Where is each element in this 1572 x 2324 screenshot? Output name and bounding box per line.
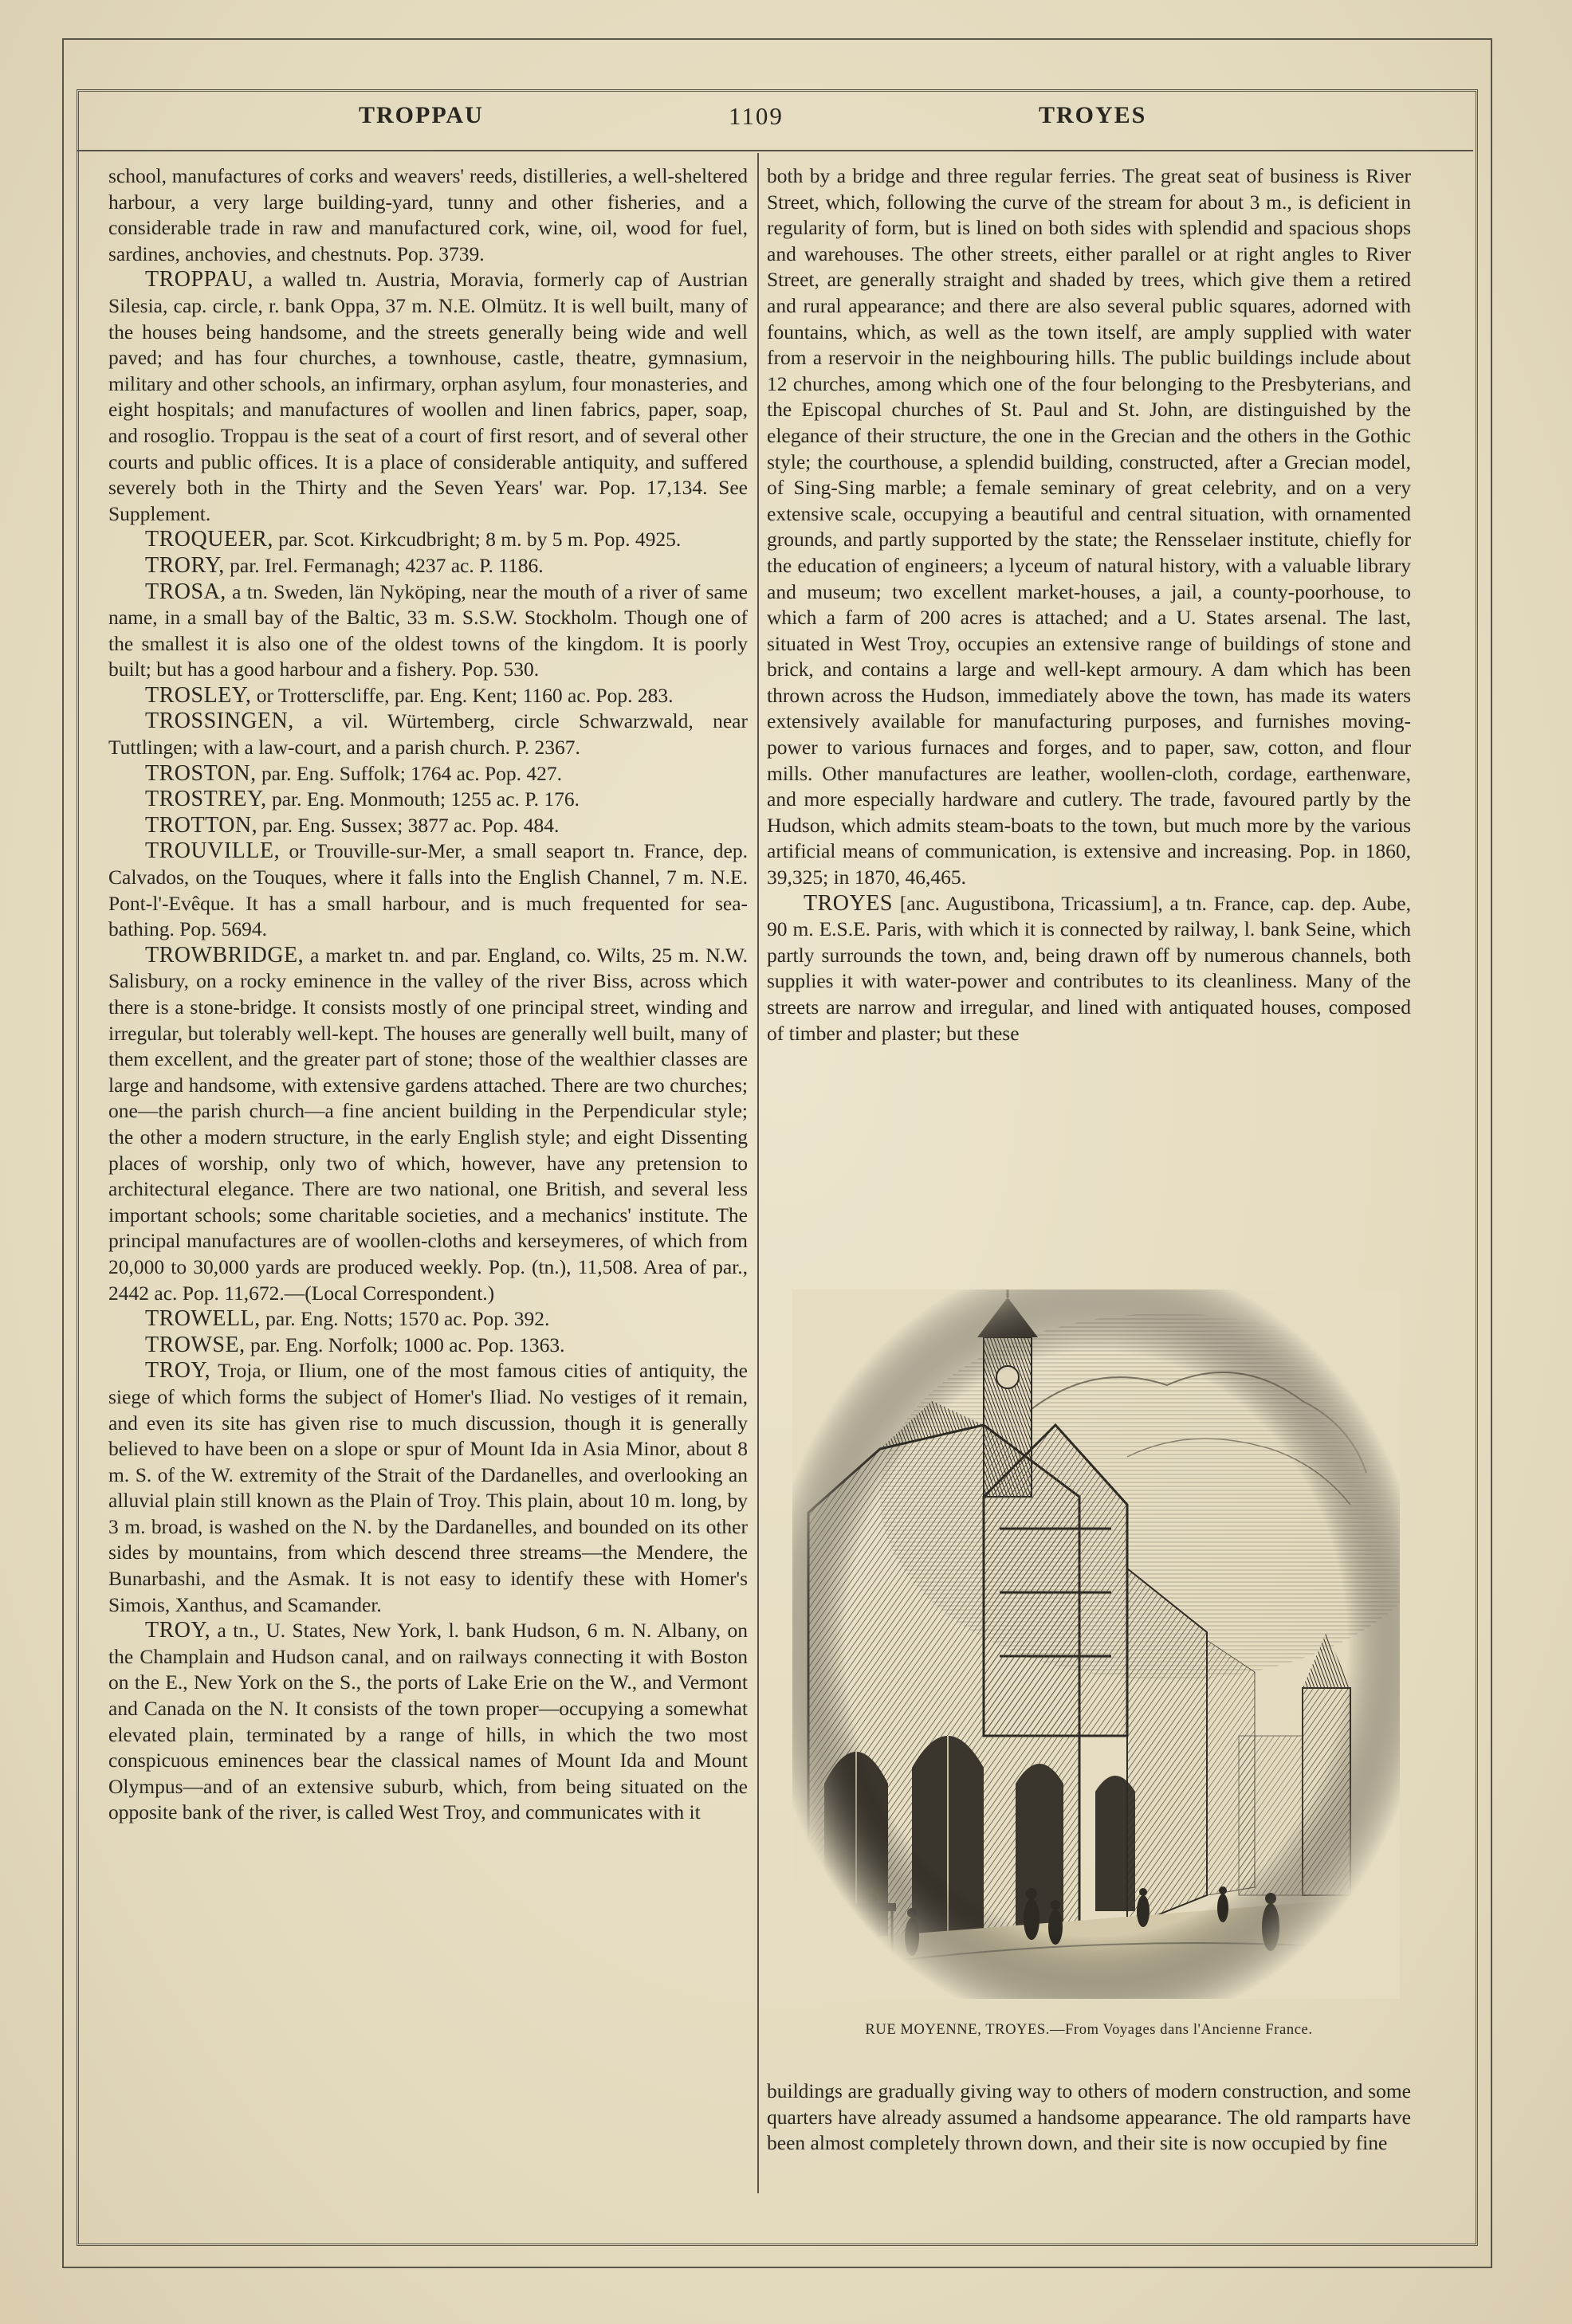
entry-text: a market tn. and par. England, co. Wilts, 25 m. N.W. Salisbury, on a rocky eminence in the valley of the river Biss, across which there is a stone-bridge. It consists mostly of one principal street, winding and irregular, but tolerably well-kept. The houses are generally well built, many of them excellent, and the greater part of stone; those of the wealthier classes are large and handsome, with extensive gardens attached. There are two churches; one—the parish church—a fine ancient building in the Perpendicular style; the other a modern structure, in the early English style; and eight Dissenting places of worship, only two of which, however, have any pretension to architectural elegance. There are two national, one British, and several less important schools; some charitable societies, and a mechanics' institute. The principal manufactures are of woollen-cloths and kerseymeres, of which from 20,000 to 30,000 yards are produced weekly. Pop. (tn.), 11,508. Area of par., 2442 ac. Pop. 11,672.—(Local Correspondent.) [108, 943, 748, 1305]
entry-text: par. Eng. Sussex; 3877 ac. Pop. 484. [257, 813, 560, 837]
gazetteer-entry [108, 787, 748, 813]
gazetteer-entry [108, 1333, 748, 1359]
entry-text: a walled tn. Austria, Moravia, formerly cap of Austrian Silesia, cap. circle, r. bank Oppa, 37 m. N.E. Olmütz. It is well built, many of the houses being handsome, and the streets generally being wide and well paved; and has four churches, a townhouse, castle, theatre, gymnasium, military and other schools, an infirmary, orphan asylum, four monasteries, and eight hospitals; and manufactures of woollen and linen fabrics, paper, soap, and rosoglio. Troppau is the seat of a court of first resort, and of several other courts and public offices. It is a place of considerable antiquity, and suffered severely both in the Thirty and the Seven Years' war. Pop. 17,134. See Supplement. [108, 268, 748, 525]
entry-text: par. Scot. Kirkcudbright; 8 m. by 5 m. Pop. 4925. [273, 528, 682, 552]
gazetteer-entry [108, 683, 748, 709]
column-divider [757, 153, 759, 2193]
gazetteer-entry [108, 943, 748, 1306]
gazetteer-entry [108, 1618, 748, 1826]
entry-text: par. Irel. Fermanagh; 4237 ac. P. 1186. [224, 553, 544, 577]
page-number: 1109 [729, 102, 784, 130]
gazetteer-entry [108, 813, 748, 839]
entry-headword: TRORY, [145, 552, 225, 578]
engraving-image [792, 1290, 1400, 1999]
gazetteer-entry [108, 527, 748, 553]
gazetteer-entry [108, 579, 748, 683]
gazetteer-entry [108, 1358, 748, 1618]
entry-headword: TROY, [145, 1358, 211, 1384]
entry-headword: TROPPAU, [145, 267, 254, 292]
entry-text: [anc. Augustibona, Tricassium], a tn. France, cap. dep. Aube, 90 m. E.S.E. Paris, with which it is connected by railway, l. bank Seine, which partly surrounds the town, and, being drawn off by numerous channels, both supplies it with water-power and contributes to its cleanliness. Many of the streets are narrow and irregular, and lined with antiquated houses, composed of timber and plaster; but these [767, 891, 1411, 1045]
entry-headword: TROSTON, [145, 760, 257, 786]
entry-headword: TROWSE, [145, 1332, 246, 1357]
entry-text: par. Eng. Notts; 1570 ac. Pop. 392. [260, 1307, 550, 1331]
header-left-word: TROPPAU [359, 102, 484, 128]
entry-headword: TROSSINGEN, [145, 709, 294, 734]
entry-text: or Trouville-sur-Mer, a small seaport tn. France, dep. Calvados, on the Touques, where it falls into the English Channel, 7 m. N.E. Pont-l'-Evêque. It has a small harbour, and is much frequented for sea-bathing. Pop. 5694. [108, 839, 748, 941]
street-engraving [792, 1290, 1400, 1999]
entry-text: a vil. Würtemberg, circle Schwarzwald, near Tuttlingen; with a law-court, and a parish church. P. 2367. [108, 709, 748, 760]
entry-text: or Trotterscliffe, par. Eng. Kent; 1160 ac. Pop. 283. [251, 683, 674, 707]
gazetteer-entry [767, 891, 1411, 1047]
entry-headword: TROTTON, [145, 812, 258, 838]
left-column [108, 163, 748, 1826]
entry-headword: TROQUEER, [145, 527, 273, 552]
entry-headword: TROSLEY, [145, 682, 252, 708]
gazetteer-entry [108, 553, 748, 579]
header-right-word: TROYES [1039, 102, 1147, 128]
entry-headword: TROUVILLE, [145, 838, 281, 864]
gazetteer-entry [108, 1306, 748, 1333]
entry-text: par. Eng. Monmouth; 1255 ac. P. 176. [266, 787, 580, 811]
entry-headword: TROY, [145, 1618, 211, 1643]
illustration-caption: RUE MOYENNE, TROYES.—From Voyages dans l'Ancienne France. [865, 2022, 1313, 2038]
header-rule [77, 150, 1473, 151]
running-header [77, 102, 1473, 142]
gazetteer-entry [108, 838, 748, 942]
right-column-bottom [767, 2079, 1411, 2157]
entry-text: par. Eng. Suffolk; 1764 ac. Pop. 427. [256, 761, 563, 785]
entry-text: both by a bridge and three regular ferries. The great seat of business is River Street, which, following the curve of the stream for about 3 m., is deficient in regularity of form, but is lined on both sides with splendid and spacious shops and warehouses. The other streets, either parallel or at right angles to River Street, are generally straight and shaded by trees, which give them a retired and rural appearance; and there are also several public squares, adorned with fountains, which, as well as the town itself, are amply supplied with water from a reservoir in the neighbouring hills. The public buildings include about 12 churches, among which one of the four belonging to the Presbyterians, and the Episcopal churches of St. Paul and St. John, are distinguished by the elegance of their structure, the one in the Grecian and the others in the Gothic style; the courthouse, a splendid building, constructed, after a Grecian model, of Sing-Sing marble; a female seminary of great celebrity, and on a very extensive scale, occupying a beautiful and central situation, with ornamented grounds, and partly supported by the state; the Rensselaer institute, chiefly for the education of engineers; a lyceum of natural history, with a valuable library and museum; two excellent market-houses, a jail, a county-poorhouse, to which a farm of 200 acres is attached; and a U. States arsenal. The last, situated in West Troy, occupies an extensive range of buildings of stone and brick, and contains a large and well-kept armoury. A dam which has been thrown across the Hudson, immediately above the town, has made its waters extensively available for manufacturing purposes, and furnishes moving-power to various furnaces and forges, and to paper, saw, cotton, and flour mills. Other manufactures are leather, woollen-cloth, cordage, earthenware, and more especially hardware and cutlery. The trade, favoured partly by the Hudson, which admits steam-boats to the town, but much more by the various artificial means of communication, is extensive and increasing. Pop. in 1860, 39,325; in 1870, 46,465. [767, 164, 1411, 889]
entry-text: a tn., U. States, New York, l. bank Hudson, 6 m. N. Albany, on the Champlain and Hudson canal, and on railways connecting it with Boston on the E., New York on the S., the ports of Lake Erie on the W., and Vermont and Canada on the N. It consists of the town proper—occupying a somewhat elevated plain, terminated by a range of hills, in which the two most conspicuous eminences bear the classical names of Mount Ida and Mount Olympus—and of an extensive suburb, which, from being situated on the opposite bank of the river, is called West Troy, and communicates with it [108, 1619, 748, 1824]
gazetteer-entry [108, 267, 748, 527]
entry-text: a tn. Sweden, län Nyköping, near the mouth of a river of same name, in a small bay of the Baltic, 33 m. S.S.W. Stockholm. Though one of the smallest it is also one of the oldest towns of the kingdom. It is poorly built; but has a good harbour and a fishery. Pop. 530. [108, 579, 748, 681]
gazetteer-entry [108, 163, 748, 267]
entry-headword: TROSTREY, [145, 787, 267, 812]
gazetteer-entry [767, 2079, 1411, 2157]
gazetteer-entry [108, 709, 748, 760]
entry-headword: TROWELL, [145, 1306, 261, 1332]
gazetteer-entry [108, 761, 748, 787]
entry-text: par. Eng. Norfolk; 1000 ac. Pop. 1363. [245, 1333, 565, 1356]
entry-headword: TROYES [804, 890, 893, 916]
right-column-top [767, 163, 1411, 1046]
entry-text: buildings are gradually giving way to others of modern construction, and some quarters have already assumed a handsome appearance. The old ramparts have been almost completely thrown down, and their site is now occupied by fine [767, 2079, 1411, 2155]
entry-headword: TROWBRIDGE, [145, 942, 305, 968]
entry-text: Troja, or Ilium, one of the most famous cities of antiquity, the siege of which forms the subject of Homer's Iliad. No vestiges of it remain, and even its site has given rise to much discussion, though it is generally believed to have been on a slope or spur of Mount Ida in Asia Minor, about 8 m. S. of the W. extremity of the Strait of the Dardanelles, and overlooking an alluvial plain still known as the Plain of Troy. This plain, about 10 m. long, by 3 m. broad, is washed on the N. by the Dardanelles, and bounded on its other sides by mountains, from which descend three streams—the Mendere, the Bunarbashi, and the Asmak. It is not easy to identify these with Homer's Simois, Xanthus, and Scamander. [108, 1359, 748, 1616]
gazetteer-entry [767, 163, 1411, 891]
entry-headword: TROSA, [145, 579, 226, 604]
entry-text: school, manufactures of corks and weavers' reeds, distilleries, a well-sheltered harbour, a very large building-yard, tunny and other fisheries, and a considerable trade in raw and manufactured cork, wine, oil, wood for fuel, sardines, anchovies, and chestnuts. Pop. 3739. [108, 164, 748, 265]
